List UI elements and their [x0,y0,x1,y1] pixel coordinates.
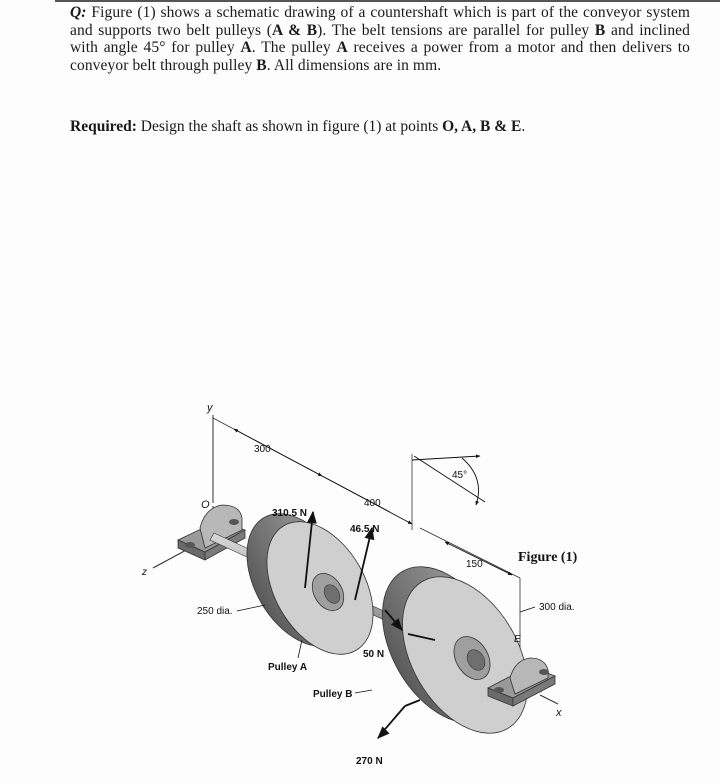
point-e-label: E [514,634,521,645]
diameter-250-label: 250 dia. [197,606,233,617]
question-b: B [594,21,606,39]
y-axis-label: y [207,402,213,414]
question-a: A [240,39,252,56]
pulley-b-label: Pulley B [313,689,353,700]
required-text: Design the shaft as shown in figure (1) at points [136,118,443,135]
point-o-label: O [201,499,210,511]
question-label: Q: [70,4,87,21]
force-50-label: 50 N [363,649,385,660]
question-text-2: ). The belt tensions are parallel for pulley [317,21,595,39]
angle-45: 45° [452,470,468,481]
question-text-5: receives a power from a motor and then delivers to conveyor belt through pulley [70,39,690,74]
diameter-300-label: 300 dia. [539,602,575,613]
required-end: . [521,118,526,135]
force-310-label: 310.5 N [272,508,308,519]
question-text-6: . All dimensions are in mm. [266,56,442,74]
force-270-label: 270 N [356,756,383,767]
dimension-300: 300 [254,444,271,455]
z-axis-label: z [142,567,147,578]
question-text-1: Figure (1) shows a schematic drawing of a countershaft which is part of the conveyor system and supports two belt pulleys ( [70,4,690,39]
dimension-150: 150 [466,559,483,570]
figure-caption: Figure (1) [518,550,578,565]
question-ab: A & B [272,21,318,39]
x-axis-label: x [556,707,562,719]
force-46-label: 46.5 N [350,524,380,535]
pulley-a-label: Pulley A [268,662,308,673]
question-text-3: and inclined with angle 45° for pulley [70,21,691,56]
required-label: Required: [70,118,137,135]
pulley-b [357,545,554,755]
dimension-400: 400 [364,498,381,509]
pulley-a [225,495,395,673]
question-a2: A [336,39,348,56]
required-points: O, A, B & E [442,118,522,135]
question-b2: B [256,56,267,74]
question-text-4: . The pulley [251,39,337,56]
